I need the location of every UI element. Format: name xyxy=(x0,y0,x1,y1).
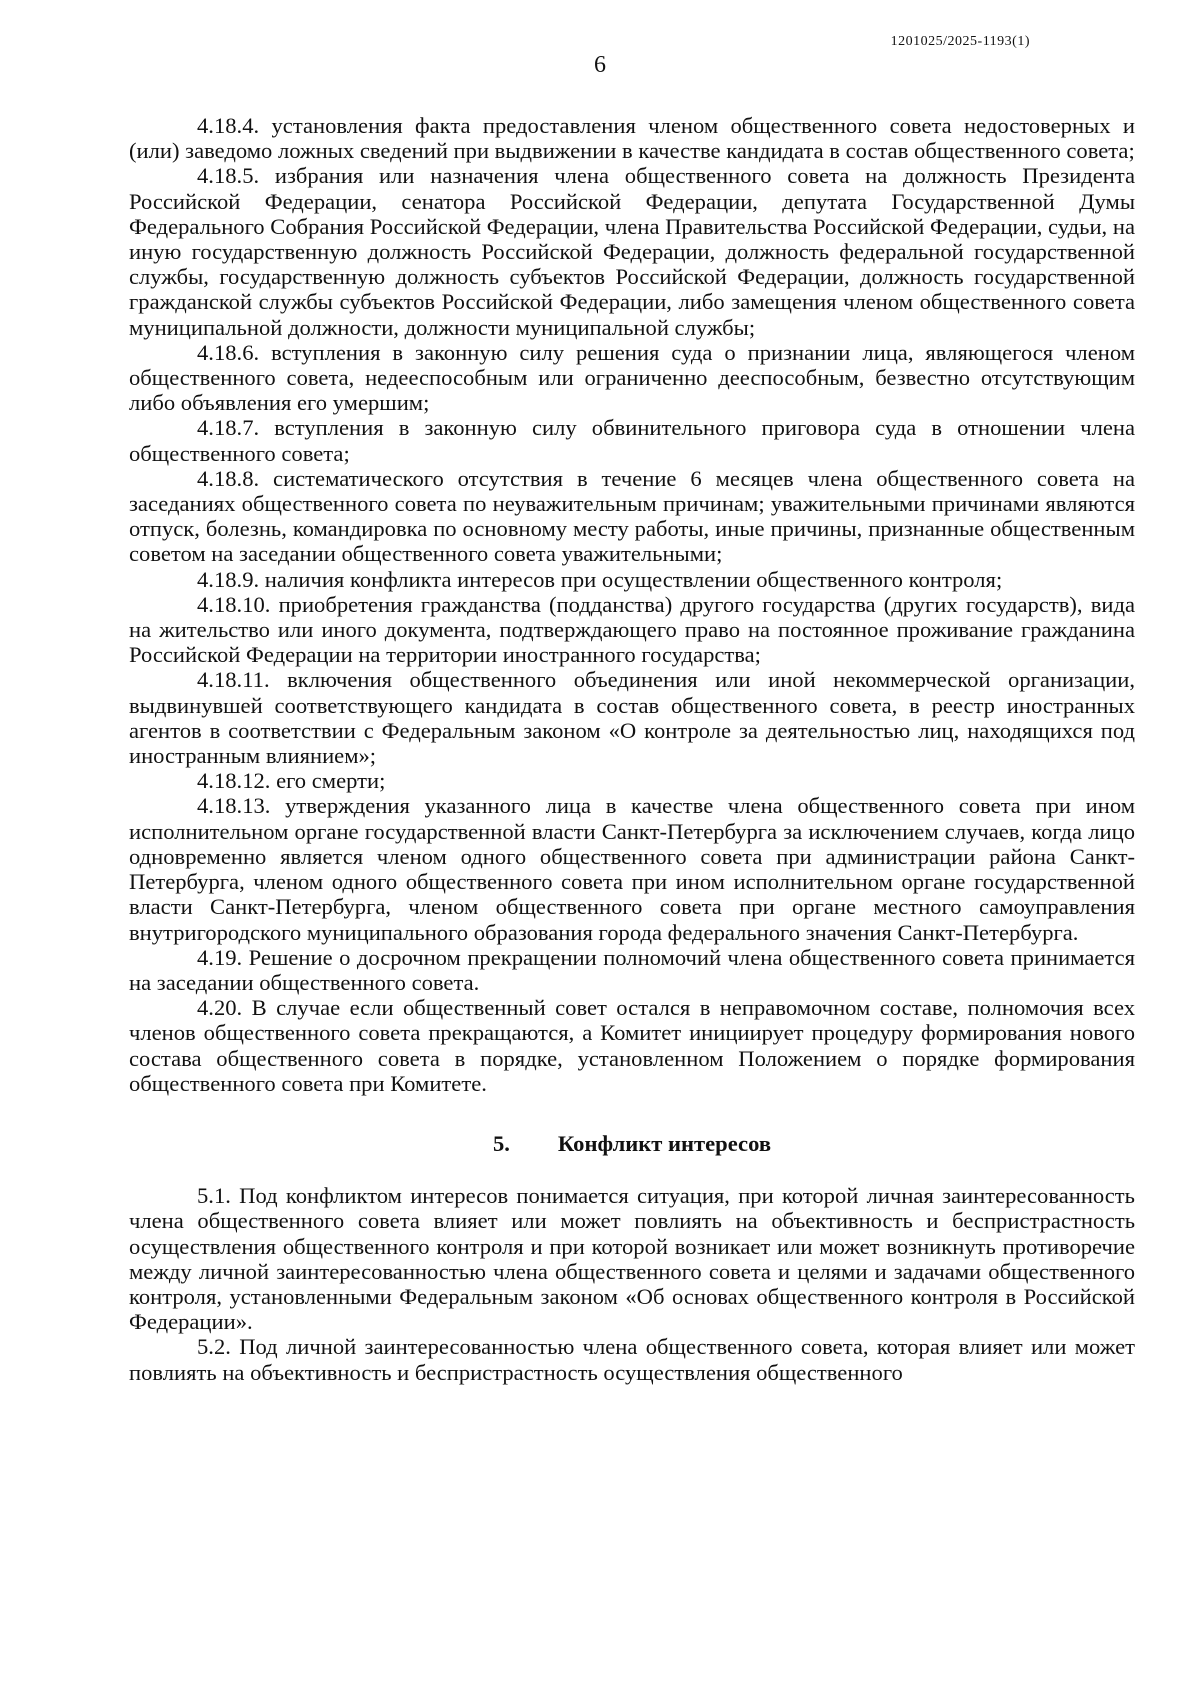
section-number: 5. xyxy=(492,1130,510,1156)
document-body xyxy=(129,113,1135,1385)
paragraph-4-18-7: 4.18.7. вступления в законную силу обвинительного приговора суда в отношении члена общественного совета; xyxy=(129,415,1135,466)
paragraph-4-18-8: 4.18.8. систематического отсутствия в течение 6 месяцев члена общественного совета на заседаниях общественного совета по неуважительным причинам; уважительными причинами являются отпуск, болезнь, командировка по основному месту работы, иные причины, признанные общественным советом на заседании общественного совета уважительными; xyxy=(129,465,1135,567)
page-number: 6 xyxy=(594,52,606,78)
paragraph-4-18-9: 4.18.9. наличия конфликта интересов при осуществлении общественного контроля; xyxy=(197,566,1003,592)
paragraph-4-18-12: 4.18.12. его смерти; xyxy=(197,768,386,794)
paragraph-5-2: 5.2. Под личной заинтересованностью члена общественного совета, которая влияет или может повлиять на объективность и беспристрастность осуществления общественного xyxy=(129,1334,1135,1385)
document-registration-number: 1201025/2025-1193(1) xyxy=(890,34,1030,49)
paragraph-4-18-5: 4.18.5. избрания или назначения члена общественного совета на должность Президента Российской Федерации, сенатора Российской Федерации, депутата Государственной Думы Федерального Собрания Российской Федерации, члена Правительства Российской Федерации, судьи, на иную государственную должность Российской Федерации, должность федеральной государственной службы, государственную должность субъектов Российской Федерации, должность государственной гражданской службы субъектов Российской Федерации, либо замещения членом общественного совета муниципальной должности, должности муниципальной службы; xyxy=(129,163,1135,340)
paragraph-4-19: 4.19. Решение о досрочном прекращении полномочий члена общественного совета принимается на заседании общественного совета. xyxy=(129,944,1135,995)
section-heading xyxy=(129,1131,1135,1156)
paragraph-4-18-13: 4.18.13. утверждения указанного лица в качестве члена общественного совета при ином исполнительном органе государственной власти Санкт-Петербурга за исключением случаев, когда лицо одновременно является членом одного общественного совета при администрации района Санкт-Петербурга, членом одного общественного совета при ином исполнительном органе государственной власти Санкт-Петербурга, членом общественного совета при органе местного самоуправления внутригородского муниципального образования города федерального значения Санкт-Петербурга. xyxy=(129,793,1135,945)
paragraph-4-18-11: 4.18.11. включения общественного объединения или иной некоммерческой организации, выдвинувшей соответствующего кандидата в состав общественного совета, в реестр иностранных агентов в соответствии с Федеральным законом «О контроле за деятельностью лиц, находящихся под иностранным влиянием»; xyxy=(129,667,1135,769)
paragraph-4-18-6: 4.18.6. вступления в законную силу решения суда о признании лица, являющегося членом общественного совета, недееспособным или ограниченно дееспособным, безвестно отсутствующим либо объявления его умершим; xyxy=(129,339,1135,416)
paragraph-4-18-10: 4.18.10. приобретения гражданства (подданства) другого государства (других государств), вида на жительство или иного документа, подтверждающего право на постоянное проживание гражданина Российской Федерации на территории иностранного государства; xyxy=(129,591,1135,668)
section-title: Конфликт интересов xyxy=(557,1130,772,1156)
paragraph-5-1: 5.1. Под конфликтом интересов понимается ситуация, при которой личная заинтересованность члена общественного совета влияет или может повлиять на объективность и беспристрастность осуществления общественного контроля и при которой возникает или может возникнуть противоречие между личной заинтересованностью члена общественного совета и целями и задачами общественного контроля, установленными Федеральным законом «Об основах общественного контроля в Российской Федерации». xyxy=(129,1183,1135,1335)
paragraph-4-18-4: 4.18.4. установления факта предоставления членом общественного совета недостоверных и (или) заведомо ложных сведений при выдвижении в качестве кандидата в состав общественного совета; xyxy=(129,113,1135,164)
paragraph-4-20: 4.20. В случае если общественный совет остался в неправомочном составе, полномочия всех членов общественного совета прекращаются, а Комитет инициирует процедуру формирования нового состава общественного совета в порядке, установленном Положением о порядке формирования общественного совета при Комитете. xyxy=(129,995,1135,1096)
